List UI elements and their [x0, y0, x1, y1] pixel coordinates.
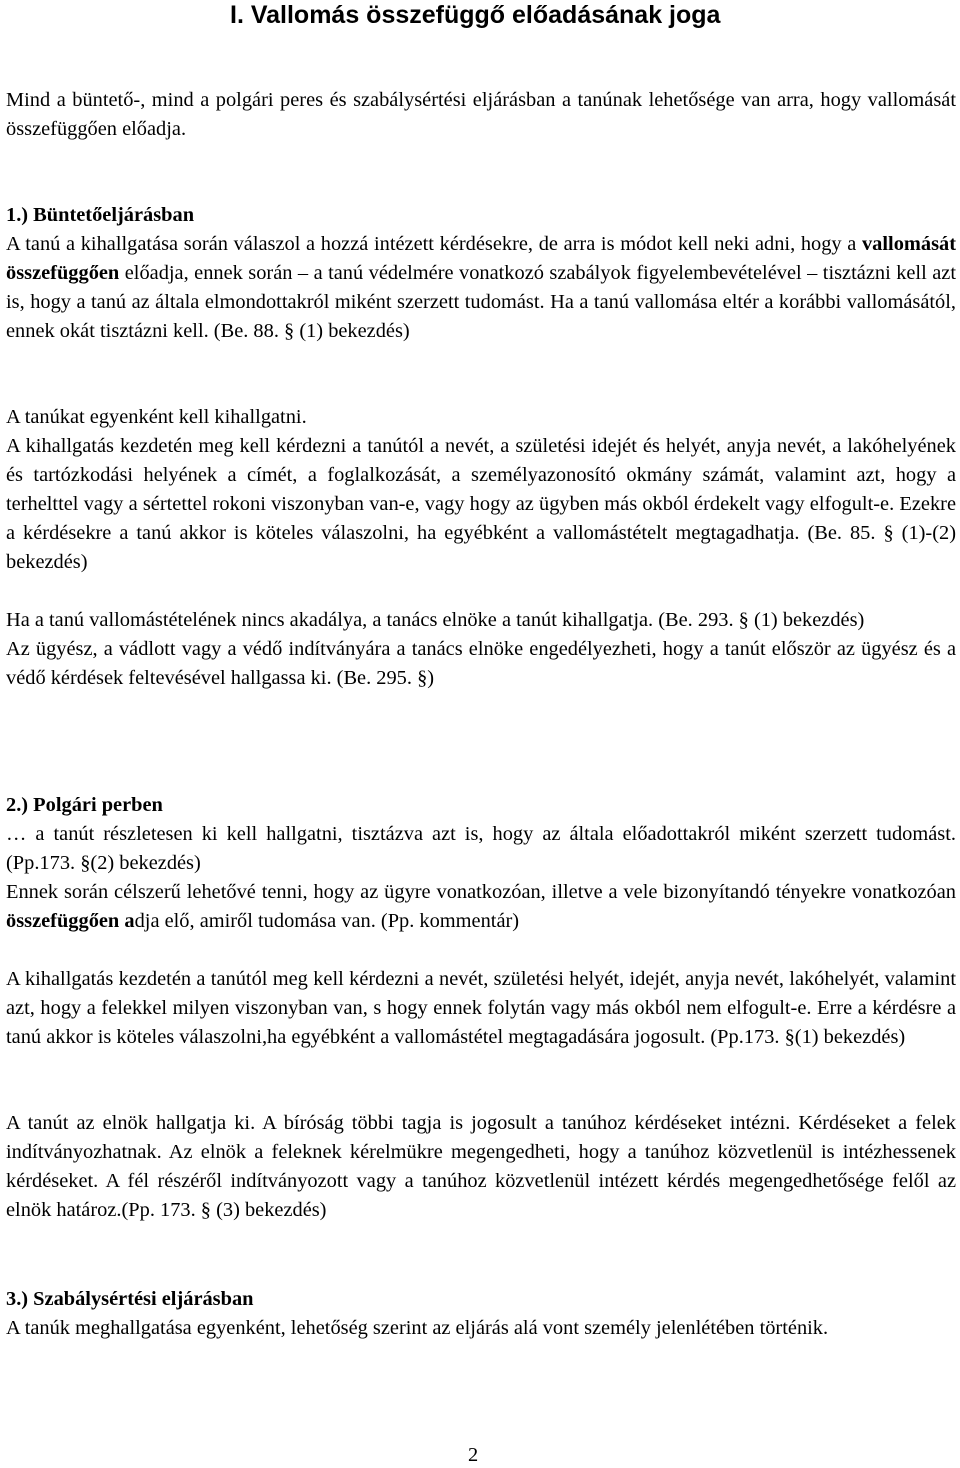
section-2-paragraph-3: A kihallgatás kezdetén a tanútól meg kell kérdezni a nevét, születési helyét, idejét, anyja nevét, lakóhelyét, valamint azt, hogy a felekkel milyen viszonyban van, s hogy ennek folytán vagy más okból nem elfogult-e. Erre a kérdésre a tanú akkor is köteles válaszolni,ha egyébként a vallomástétel megtagadására jogosult. (Pp.173. §(1) bekezdés) [6, 968, 956, 1048]
section-2-heading: 2.) Polgári perben [6, 794, 163, 816]
intro-text: Mind a büntető-, mind a polgári peres és szabálysértési eljárásban a tanúnak lehetősége van arra, hogy vallomását összefüggően előadja. [6, 89, 956, 140]
intro-paragraph [6, 86, 956, 144]
text-run: előadja, ennek során – a tanú védelmére vonatkozó szabályok figyelembevételével – tisztázni kell azt is, hogy a tanú az általa elmondottakról miként szerzett tudomást. Ha a tanú vallomása eltér a korábbi vallomásától, ennek okát tisztázni kell. (Be. 88. § (1) bekezdés) [6, 262, 956, 342]
bold-run: összefüggően a [6, 910, 135, 932]
section-3-heading: 3.) Szabálysértési eljárásban [6, 1288, 254, 1310]
section-1 [6, 201, 956, 346]
section-1-trial [6, 606, 956, 693]
bold-run: vallomását összefüggően [6, 233, 956, 284]
section-2-cont [6, 965, 956, 1052]
section-3-paragraph-1: A tanúk meghallgatása egyenként, lehetőség szerint az eljárás alá vont személy jelenlétében történik. [6, 1317, 829, 1339]
section-2-paragraph-2 [6, 878, 956, 936]
text-run: Ennek során célszerű lehetővé tenni, hogy az ügyre vonatkozóan, illetve a vele bizonyítandó tényekre vonatkozóan [6, 881, 956, 903]
section-2 [6, 791, 956, 936]
section-2-paragraph-1: … a tanút részletesen ki kell hallgatni, tisztázva azt is, hogy az általa előadottakról miként szerzett tudomást. (Pp.173. §(2) bekezdés) [6, 823, 956, 874]
section-1-paragraph-1 [6, 230, 956, 346]
page-number: 2 [468, 1444, 479, 1466]
text-run: dja elő, amiről tudomása van. (Pp. kommentár) [134, 910, 520, 932]
page-title: I. Vallomás összefüggő előadásának joga [230, 1, 721, 29]
section-3 [6, 1285, 956, 1343]
section-1-cont [6, 403, 956, 577]
text-run: A tanú a kihallgatása során válaszol a hozzá intézett kérdésekre, de arra is módot kell neki adni, hogy a [6, 233, 862, 255]
section-2-paragraph-4: A tanút az elnök hallgatja ki. A bíróság többi tagja is jogosult a tanúhoz kérdéseket intézni. Kérdéseket a felek indítványozhatnak. Az elnök a feleknek kérelmükre megengedheti, hogy a tanúhoz közvetlenül is intézhessenek kérdéseket. A fél részéről indítványozott vagy a tanúhoz közvetlenül intézett kérdés megengedhetősége felől az elnök határoz.(Pp. 173. § (3) bekezdés) [6, 1112, 956, 1221]
section-1-paragraph-3: A kihallgatás kezdetén meg kell kérdezni a tanútól a nevét, a születési idejét és helyét, anyja nevét, a lakóhelyének és tartózkodási helyének a címét, a foglalkozását, a személyazonosító okmány számát, valamint azt, hogy a terhelttel vagy a sértettel rokoni viszonyban van-e, vagy hogy az ügyben más okból érdekelt vagy elfogult-e. Ezekre a kérdésekre a tanú akkor is köteles válaszolni, ha egyébként a vallomástételt megtagadhatja. (Be. 85. § (1)-(2) bekezdés) [6, 435, 956, 573]
section-2-court [6, 1109, 956, 1225]
section-1-paragraph-2: A tanúkat egyenként kell kihallgatni. [6, 406, 307, 428]
section-1-paragraph-4: Ha a tanú vallomástételének nincs akadálya, a tanács elnöke a tanút kihallgatja. (Be. 293. § (1) bekezdés) [6, 609, 865, 631]
section-1-heading: 1.) Büntetőeljárásban [6, 204, 195, 226]
section-1-paragraph-5: Az ügyész, a vádlott vagy a védő indítványára a tanács elnöke engedélyezheti, hogy a tanút először az ügyész és a védő kérdések feltevésével hallgassa ki. (Be. 295. §) [6, 638, 956, 689]
